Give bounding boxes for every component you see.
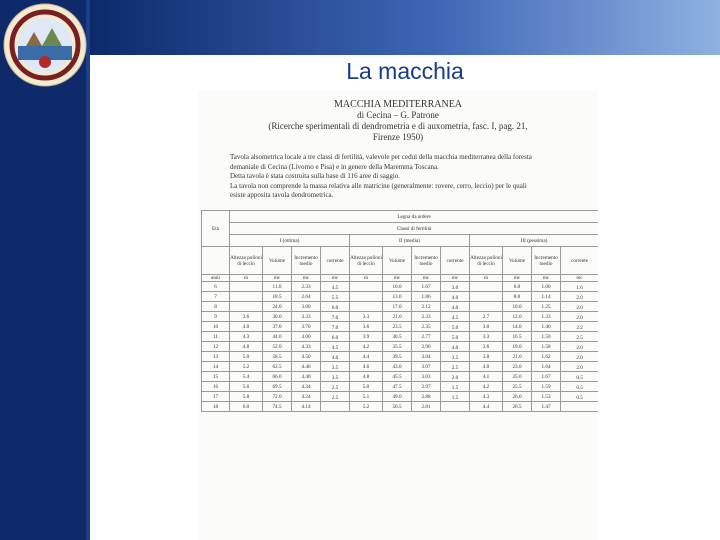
incremento-medio-header <box>292 247 321 275</box>
medio-cell: 1.62 <box>532 352 561 362</box>
corrente-cell: 4.5 <box>441 312 470 322</box>
eta-cell: 7 <box>202 292 230 302</box>
page-title: La macchia <box>346 58 464 84</box>
corrente-cell: 2.0 <box>561 342 599 352</box>
class-header-2: II (media) <box>350 235 470 247</box>
document-paragraph <box>230 153 590 201</box>
volume-cell: 50.5 <box>383 402 412 412</box>
university-seal-logo <box>2 2 88 88</box>
unit-m: m <box>470 275 503 282</box>
altezza-cell: 5.4 <box>230 372 263 382</box>
corrente-cell: 4.0 <box>441 342 470 352</box>
corrente-cell: 2.0 <box>561 362 599 372</box>
corrente-cell: 7.0 <box>321 312 350 322</box>
corrente-cell: 2.0 <box>441 372 470 382</box>
volume-header: Volume <box>263 247 292 275</box>
corrente-header: corrente <box>321 247 350 275</box>
eta-cell: 17 <box>202 392 230 402</box>
corrente-cell: 6.0 <box>321 302 350 312</box>
volume-cell: 26.5 <box>503 402 532 412</box>
corrente-cell <box>561 402 599 412</box>
volume-cell: 39.5 <box>383 352 412 362</box>
table-row <box>202 402 599 412</box>
volume-cell: 16.5 <box>503 332 532 342</box>
volume-cell: 49.0 <box>383 392 412 402</box>
eta-cell: 16 <box>202 382 230 392</box>
altezza-header: Altezze polloni di leccio <box>350 247 383 275</box>
volume-cell: 6.0 <box>503 282 532 292</box>
corrente-cell: 3.5 <box>441 352 470 362</box>
unit-mc: mc <box>383 275 412 282</box>
unit-m: m <box>230 275 263 282</box>
paragraph-line: esiste apposita tavola dendrometrica. <box>230 191 334 199</box>
medio-cell: 1.67 <box>532 372 561 382</box>
class-header-1: I (ottima) <box>230 235 350 247</box>
volume-cell: 52.0 <box>263 342 292 352</box>
altezza-cell <box>230 302 263 312</box>
incremento-medio-header <box>412 247 441 275</box>
altezza-cell: 4.8 <box>350 372 383 382</box>
volume-cell: 30.0 <box>263 312 292 322</box>
medio-cell: 1.58 <box>532 342 561 352</box>
volume-cell: 13.0 <box>383 292 412 302</box>
medio-cell: 1.00 <box>532 282 561 292</box>
corrente-header: corrente <box>561 247 599 275</box>
corrente-cell: 2.0 <box>561 302 599 312</box>
table-row <box>202 282 599 292</box>
corrente-cell: 7.0 <box>321 322 350 332</box>
unit-mc: mc <box>412 275 441 282</box>
unit-anni: anni <box>202 275 230 282</box>
altezza-cell: 3.3 <box>470 332 503 342</box>
medio-cell: 2.35 <box>412 322 441 332</box>
corrente-cell: 2.5 <box>321 392 350 402</box>
corrente-header: corrente <box>441 247 470 275</box>
medio-cell: 2.33 <box>412 312 441 322</box>
eta-header: Età <box>202 211 230 247</box>
altezza-cell: 5.0 <box>230 352 263 362</box>
altezza-cell: 3.6 <box>350 322 383 332</box>
volume-cell: 43.0 <box>383 362 412 372</box>
table-row <box>202 292 599 302</box>
corrente-cell <box>441 402 470 412</box>
altezza-cell <box>350 292 383 302</box>
eta-cell: 11 <box>202 332 230 342</box>
volume-cell: 74.5 <box>263 402 292 412</box>
corrente-cell: 1.5 <box>441 392 470 402</box>
corrente-cell: 6.0 <box>321 332 350 342</box>
medio-cell: 4.33 <box>292 342 321 352</box>
volume-cell: 8.0 <box>503 292 532 302</box>
unit-mc: mc <box>532 275 561 282</box>
medio-cell: 1.40 <box>532 322 561 332</box>
altezza-cell: 4.1 <box>470 372 503 382</box>
altezza-cell: 3.9 <box>350 332 383 342</box>
eta-cell: 15 <box>202 372 230 382</box>
corrente-cell: 5.5 <box>321 292 350 302</box>
corrente-cell: 2.5 <box>561 332 599 342</box>
altezza-cell: 5.2 <box>230 362 263 372</box>
medio-cell: 3.03 <box>412 372 441 382</box>
altezza-cell: 3.6 <box>230 312 263 322</box>
altezza-cell: 4.2 <box>350 342 383 352</box>
altezza-cell: 4.4 <box>350 352 383 362</box>
corrente-cell: 4.0 <box>321 352 350 362</box>
volume-cell: 14.0 <box>503 322 532 332</box>
altezza-cell: 6.0 <box>230 402 263 412</box>
volume-cell: 72.0 <box>263 392 292 402</box>
medio-cell: 2.81 <box>412 402 441 412</box>
corrente-cell: 4.5 <box>321 342 350 352</box>
corrente-cell: 0.5 <box>561 382 599 392</box>
corrente-cell: 3.0 <box>441 282 470 292</box>
top-banner <box>90 0 720 55</box>
medio-cell: 2.12 <box>412 302 441 312</box>
altezza-cell <box>470 282 503 292</box>
yield-table <box>201 210 598 412</box>
volume-cell: 10.0 <box>383 282 412 292</box>
unit-mc: mc <box>561 275 599 282</box>
altezza-cell: 5.2 <box>350 402 383 412</box>
altezza-cell <box>230 292 263 302</box>
medio-cell: 1.86 <box>412 292 441 302</box>
volume-cell: 35.5 <box>383 342 412 352</box>
incremento-label: Incremento <box>534 254 558 261</box>
altezza-cell: 5.1 <box>350 392 383 402</box>
corrente-cell: 3.5 <box>321 372 350 382</box>
medio-cell: 3.04 <box>412 352 441 362</box>
corrente-cell: 5.0 <box>441 322 470 332</box>
document-source-1: (Ricerche sperimentali di dendrometria e di auxometria, fasc. I, pag. 21, <box>268 121 528 131</box>
paragraph-line: Tavola alsometrica locale a tre classi di fertilità, valevole per cedui della macchia mediterranea della foresta <box>230 153 532 161</box>
medio-cell: 2.33 <box>292 282 321 292</box>
altezza-cell: 4.0 <box>230 322 263 332</box>
altezza-cell: 5.6 <box>230 382 263 392</box>
unit-mc: mc <box>263 275 292 282</box>
corrente-cell: 2.0 <box>561 312 599 322</box>
altezza-cell: 4.8 <box>230 342 263 352</box>
medio-cell: 3.00 <box>292 302 321 312</box>
eta-cell: 8 <box>202 302 230 312</box>
document-authors: di Cecina – G. Patrone <box>357 110 439 120</box>
altezza-cell: 2.7 <box>470 312 503 322</box>
class-header-3: III (pessima) <box>470 235 599 247</box>
altezza-header: Altezze polloni di leccio <box>230 247 263 275</box>
medio-cell: 1.33 <box>532 312 561 322</box>
corrente-cell <box>321 402 350 412</box>
altezza-cell: 3.0 <box>470 322 503 332</box>
volume-header: Volume <box>503 247 532 275</box>
medio-cell: 1.53 <box>532 392 561 402</box>
medio-cell: 4.00 <box>292 332 321 342</box>
table-row <box>202 322 599 332</box>
document-source-2: Firenze 1950) <box>372 132 424 142</box>
unit-mc: mc <box>292 275 321 282</box>
altezza-cell: 5.8 <box>230 392 263 402</box>
volume-cell: 23.0 <box>503 362 532 372</box>
volume-cell: 47.5 <box>383 382 412 392</box>
blank-header <box>202 247 230 275</box>
paragraph-line: Detta tavola è stata costruita sulla base di 116 aree di saggio. <box>230 172 401 180</box>
altezza-cell: 3.3 <box>350 312 383 322</box>
altezza-cell <box>470 302 503 312</box>
medio-cell: 1.64 <box>532 362 561 372</box>
altezza-cell <box>350 302 383 312</box>
table-row <box>202 382 599 392</box>
unit-mc: mc <box>321 275 350 282</box>
medio-cell: 2.64 <box>292 292 321 302</box>
volume-cell: 69.5 <box>263 382 292 392</box>
corrente-cell: 1.6 <box>561 282 599 292</box>
volume-cell: 30.5 <box>383 332 412 342</box>
document-header <box>198 99 598 143</box>
table-row <box>202 302 599 312</box>
volume-cell: 44.0 <box>263 332 292 342</box>
table-row <box>202 362 599 372</box>
medio-cell: 2.77 <box>412 332 441 342</box>
eta-cell: 18 <box>202 402 230 412</box>
medio-label: medio <box>299 260 313 267</box>
medio-cell: 2.96 <box>412 342 441 352</box>
volume-cell: 21.0 <box>503 352 532 362</box>
volume-cell: 17.0 <box>383 302 412 312</box>
incremento-label: Incremento <box>414 254 438 261</box>
corrente-cell: 2.0 <box>561 352 599 362</box>
volume-cell: 24.0 <box>263 302 292 312</box>
eta-cell: 14 <box>202 362 230 372</box>
unit-mc: mc <box>441 275 470 282</box>
altezza-cell: 4.3 <box>230 332 263 342</box>
corrente-cell: 2.2 <box>561 322 599 332</box>
volume-cell: 66.0 <box>263 372 292 382</box>
volume-header: Volume <box>383 247 412 275</box>
volume-cell: 18.5 <box>263 292 292 302</box>
medio-cell: 4.50 <box>292 352 321 362</box>
altezza-header: Altezze polloni di leccio <box>470 247 503 275</box>
volume-cell: 25.5 <box>503 382 532 392</box>
eta-cell: 13 <box>202 352 230 362</box>
volume-cell: 12.0 <box>503 312 532 322</box>
medio-label: medio <box>539 260 553 267</box>
incremento-label: Incremento <box>294 254 318 261</box>
corrente-cell: 2.5 <box>321 382 350 392</box>
medio-cell: 2.88 <box>412 392 441 402</box>
eta-cell: 9 <box>202 312 230 322</box>
altezza-cell: 4.2 <box>470 382 503 392</box>
eta-cell: 10 <box>202 322 230 332</box>
corrente-cell: 1.5 <box>441 382 470 392</box>
corrente-cell: 3.5 <box>321 362 350 372</box>
volume-cell: 58.5 <box>263 352 292 362</box>
medio-cell: 1.59 <box>532 382 561 392</box>
altezza-cell: 4.3 <box>470 392 503 402</box>
altezza-cell <box>230 282 263 292</box>
medio-label: medio <box>419 260 433 267</box>
corrente-cell: 2.5 <box>441 362 470 372</box>
medio-cell: 4.24 <box>292 392 321 402</box>
volume-cell: 10.0 <box>503 302 532 312</box>
medio-cell: 4.40 <box>292 372 321 382</box>
paragraph-line: La tavola non comprende la massa relativa alle matricine (generalmente: rovere, cerro, leccio) per le quali <box>230 181 527 190</box>
medio-cell: 3.07 <box>412 362 441 372</box>
medio-cell: 4.34 <box>292 382 321 392</box>
altezza-cell: 5.0 <box>350 382 383 392</box>
corrente-cell: 4.0 <box>441 302 470 312</box>
volume-cell: 25.0 <box>503 372 532 382</box>
medio-cell: 1.25 <box>532 302 561 312</box>
legno-header: Legna da ardere <box>230 211 599 223</box>
unit-m: m <box>350 275 383 282</box>
table-row <box>202 392 599 402</box>
medio-cell: 2.97 <box>412 382 441 392</box>
altezza-cell <box>350 282 383 292</box>
table-row <box>202 332 599 342</box>
altezza-cell <box>470 292 503 302</box>
volume-cell: 19.0 <box>503 342 532 352</box>
table-row <box>202 312 599 322</box>
table-row <box>202 352 599 362</box>
table-row <box>202 372 599 382</box>
corrente-cell: 4.5 <box>321 282 350 292</box>
volume-cell: 45.5 <box>383 372 412 382</box>
corrente-cell: 0.5 <box>561 392 599 402</box>
medio-cell: 4.14 <box>292 402 321 412</box>
medio-cell: 4.46 <box>292 362 321 372</box>
unit-mc: mc <box>503 275 532 282</box>
altezza-cell: 3.8 <box>470 352 503 362</box>
medio-cell: 1.50 <box>532 332 561 342</box>
eta-cell: 12 <box>202 342 230 352</box>
medio-cell: 1.14 <box>532 292 561 302</box>
medio-cell: 1.47 <box>532 402 561 412</box>
medio-cell: 3.70 <box>292 322 321 332</box>
altezza-cell: 4.4 <box>470 402 503 412</box>
corrente-cell: 5.0 <box>441 332 470 342</box>
paragraph-line: demaniale di Cecina (Livorno e Pisa) e in genere della Maremma Toscana. <box>230 162 439 171</box>
corrente-cell: 4.0 <box>441 292 470 302</box>
volume-cell: 62.5 <box>263 362 292 372</box>
volume-cell: 23.5 <box>383 322 412 332</box>
volume-cell: 11.0 <box>263 282 292 292</box>
eta-cell: 6 <box>202 282 230 292</box>
altezza-cell: 4.6 <box>350 362 383 372</box>
volume-cell: 37.0 <box>263 322 292 332</box>
altezza-cell: 4.0 <box>470 362 503 372</box>
document-title: MACCHIA MEDITERRANEA <box>333 99 463 110</box>
volume-cell: 21.0 <box>383 312 412 322</box>
medio-cell: 3.33 <box>292 312 321 322</box>
altezza-cell: 3.6 <box>470 342 503 352</box>
medio-cell: 1.67 <box>412 282 441 292</box>
scanned-document <box>198 91 598 540</box>
corrente-cell: 2.0 <box>561 292 599 302</box>
volume-cell: 26.0 <box>503 392 532 402</box>
classi-header: Classi di fertilità <box>230 223 599 235</box>
corrente-cell: 0.5 <box>561 372 599 382</box>
table-row <box>202 342 599 352</box>
incremento-medio-header <box>532 247 561 275</box>
